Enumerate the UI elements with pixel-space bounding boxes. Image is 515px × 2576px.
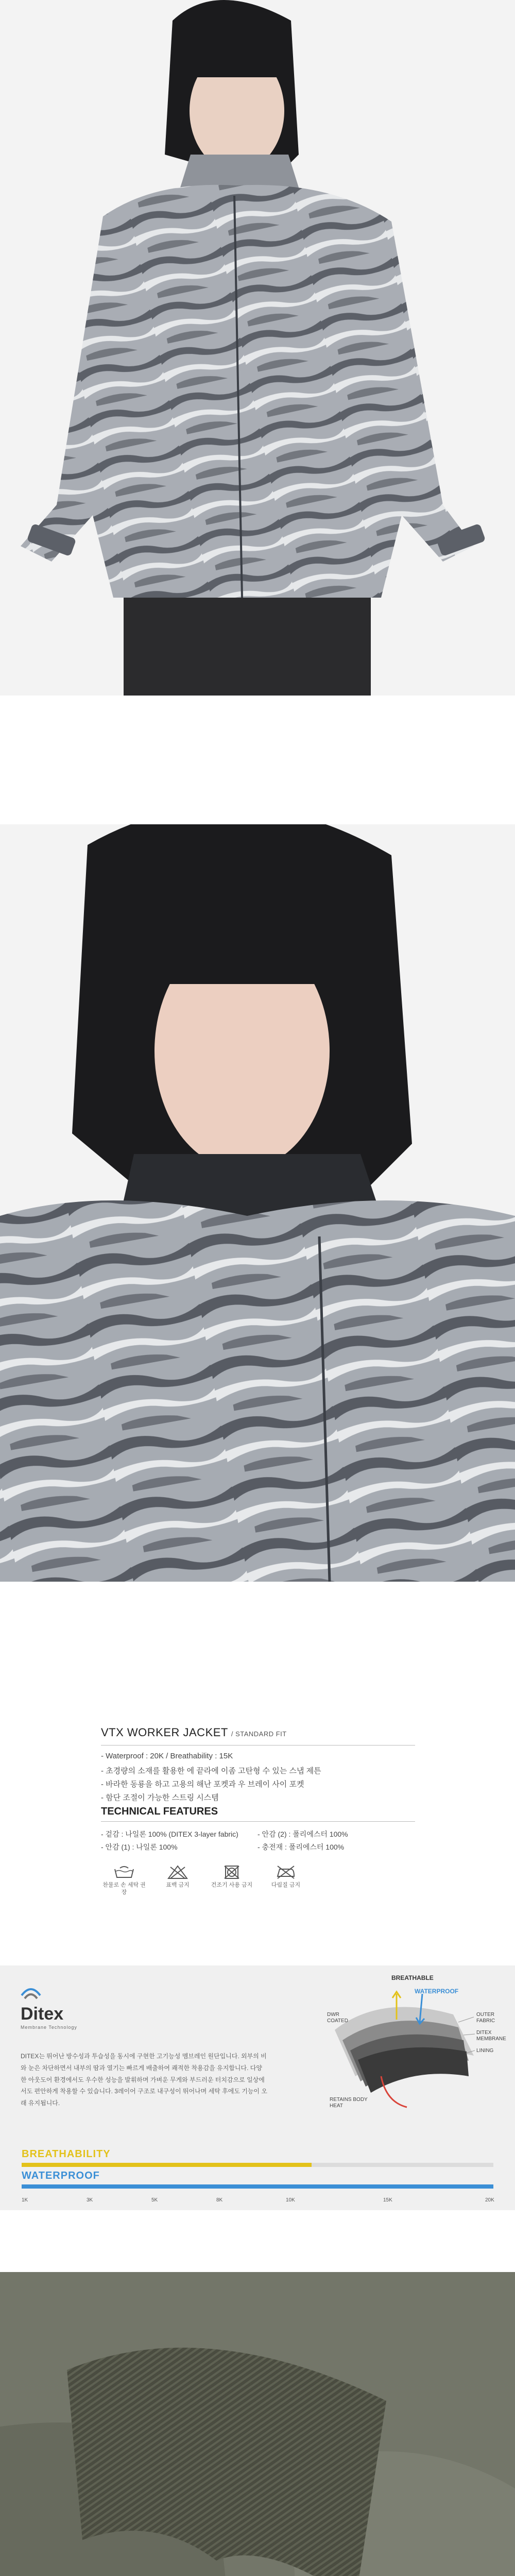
ditex-logo: Ditex <box>21 2004 64 2024</box>
spec-line: - Waterproof : 20K / Breathability : 15K <box>101 1752 233 1760</box>
label-retains-body-heat: RETAINS BODY HEAT <box>330 2097 368 2109</box>
membrane-layer-diagram <box>304 1973 510 2117</box>
waterproof-label: WATERPROOF <box>22 2170 100 2181</box>
breathability-track <box>22 2163 493 2167</box>
label-waterproof: WATERPROOF <box>415 1988 459 1995</box>
waterproof-track <box>22 2184 493 2189</box>
hand-wash-icon <box>114 1865 134 1879</box>
care-item <box>209 1865 255 1889</box>
bar-tick: 3K <box>87 2197 93 2203</box>
product-photo-model-front <box>0 0 515 696</box>
bar-tick: 15K <box>383 2197 392 2203</box>
bar-tick: 8K <box>216 2197 223 2203</box>
divider <box>101 1821 415 1822</box>
product-photo-model-closeup <box>0 824 515 1582</box>
no-dryer-icon <box>221 1865 242 1879</box>
bar-tick: 1K <box>22 2197 28 2203</box>
care-label: 건조기 사용 금지 <box>211 1882 253 1888</box>
product-photo-collar <box>0 2272 515 2576</box>
bar-tick: 20K <box>485 2197 494 2203</box>
no-iron-icon <box>276 1865 296 1879</box>
bar-tick: 5K <box>151 2197 158 2203</box>
spec-line: - 초경량의 소재를 활용한 에 끝라에 이좀 고탄형 수 있는 스냅 제튼 <box>101 1767 321 1775</box>
spec-line: - 바라한 동룡을 하고 고용의 해난 포켓과 우 브레이 사이 포켓 <box>101 1780 304 1789</box>
label-outer: OUTER FABRIC <box>476 2012 495 2024</box>
feature-line: - 안감 (2) : 폴리에스터 100% <box>258 1830 348 1838</box>
care-item <box>263 1865 309 1889</box>
feature-line: - 겉감 : 나일론 100% (DITEX 3-layer fabric) <box>101 1830 238 1838</box>
label-breathable: BREATHABLE <box>391 1974 434 1981</box>
no-bleach-icon <box>167 1865 188 1879</box>
care-item <box>154 1865 201 1889</box>
label-membrane: DITEX MEMBRANE <box>476 2030 506 2042</box>
label-lining: LINING <box>476 2048 494 2054</box>
ditex-sub: Membrane Technology <box>21 2025 77 2030</box>
product-name: VTX WORKER JACKET <box>101 1726 228 1739</box>
care-label: 찬물로 손 세탁 권장 <box>102 1882 146 1896</box>
product-title <box>101 1726 287 1739</box>
feature-line: - 충전재 : 폴리에스터 100% <box>258 1843 345 1851</box>
care-label: 표백 금지 <box>166 1882 190 1888</box>
ditex-logo-icon <box>21 1986 41 2005</box>
care-label: 다림질 금지 <box>271 1882 301 1888</box>
technical-features-title: TECHNICAL FEATURES <box>101 1806 218 1817</box>
product-fit: / STANDARD FIT <box>231 1730 287 1738</box>
breathability-label: BREATHABILITY <box>22 2148 111 2160</box>
label-dwr: DWR COATED <box>327 2012 348 2024</box>
care-item <box>101 1865 147 1896</box>
feature-line: - 안감 (1) : 나일론 100% <box>101 1843 178 1851</box>
waterproof-fill <box>22 2184 493 2189</box>
ditex-description: DITEX는 뛰어난 방수성과 투습성을 동시에 구현한 고기능성 멤브레인 원단입니다. 외부의 비와 눈은 차단하면서 내부의 땀과 열기는 빠르게 배출하여 쾌적한 착용감을 유지합니다. 다양한 아웃도어 환경에서도 우수한 성능을 발휘하며 가벼운 무게와 부드러운 터치감으로 일상에서도 편안하게 착용할 수 있습니다. 3레이어 구조로 내구성이 뛰어나며 세탁 후에도 기능이 오래 유지됩니다. <box>21 2053 267 2107</box>
spec-line: - 함단 조절이 가능한 스트링 시스템 <box>101 1793 219 1802</box>
bar-tick: 10K <box>286 2197 295 2203</box>
breathability-fill <box>22 2163 312 2167</box>
